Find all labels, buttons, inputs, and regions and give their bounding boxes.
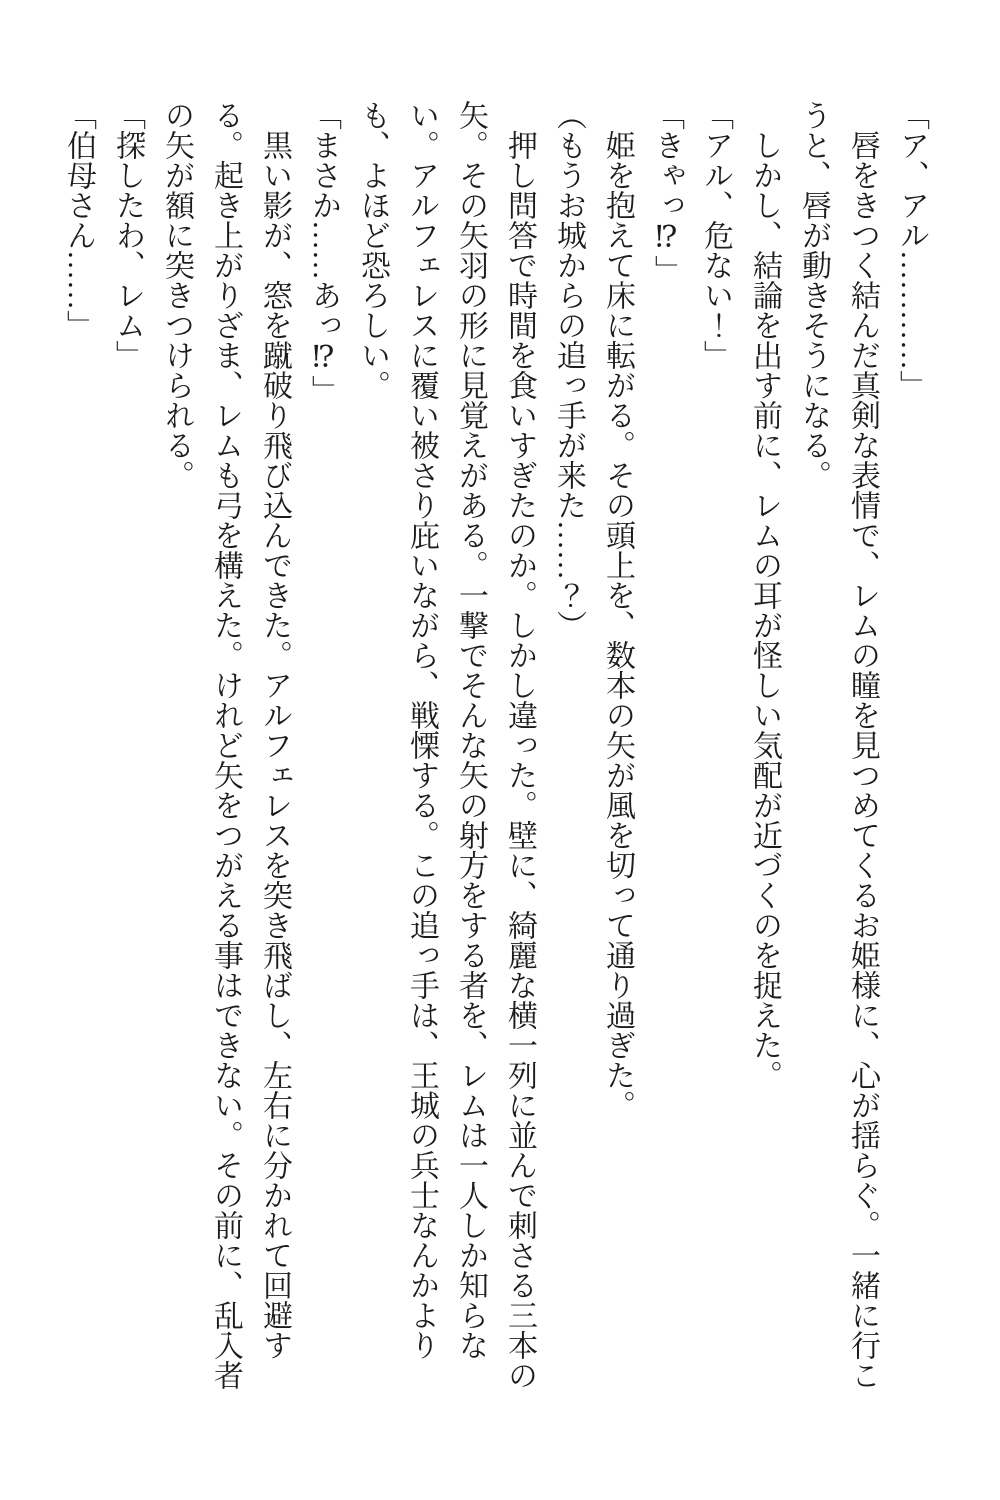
text-line: 「ア、アル…………」 <box>895 100 928 400</box>
text-line: の矢が額に突きつけられる。 <box>160 100 193 490</box>
text-line: （もうお城からの追っ手が来た……？） <box>552 100 585 640</box>
text-line: る。起き上がりざま、レムも弓を構えた。けれど矢をつがえる事はできない。その前に、乱入者 <box>209 100 242 1390</box>
text-line: 姫を抱えて床に転がる。その頭上を、数本の矢が風を切って通り過ぎた。 <box>601 100 634 1120</box>
text-line: 押し問答で時間を食いすぎたのか。しかし違った。壁に、綺麗な横一列に並んで刺さる三本の <box>503 100 536 1390</box>
text-line: 「アル、危ない！」 <box>699 100 732 370</box>
text-line: 黒い影が、窓を蹴破り飛び込んできた。アルフェレスを突き飛ばし、左右に分かれて回避す <box>258 100 291 1360</box>
text-line: 「まさか……あっ⁉」 <box>307 100 340 405</box>
novel-page-text-block <box>54 100 936 1400</box>
text-line: 「探したわ、レム」 <box>111 100 144 370</box>
text-line: 「伯母さん……」 <box>62 100 95 340</box>
text-line: 唇をきつく結んだ真剣な表情で、レムの瞳を見つめてくるお姫様に、心が揺らぐ。一緒に行こ <box>846 100 879 1390</box>
text-line: うと、唇が動きそうになる。 <box>797 100 830 490</box>
text-line: 矢。その矢羽の形に見覚えがある。一撃でそんな矢の射方をする者を、レムは一人しか知らな <box>454 100 487 1360</box>
text-line: も、よほど恐ろしい。 <box>356 100 389 400</box>
text-line: 「きゃっ⁉」 <box>650 100 683 285</box>
text-line: い。アルフェレスに覆い被さり庇いながら、戦慄する。この追っ手は、王城の兵士なんかより <box>405 100 438 1360</box>
text-line: しかし、結論を出す前に、レムの耳が怪しい気配が近づくのを捉えた。 <box>748 100 781 1090</box>
